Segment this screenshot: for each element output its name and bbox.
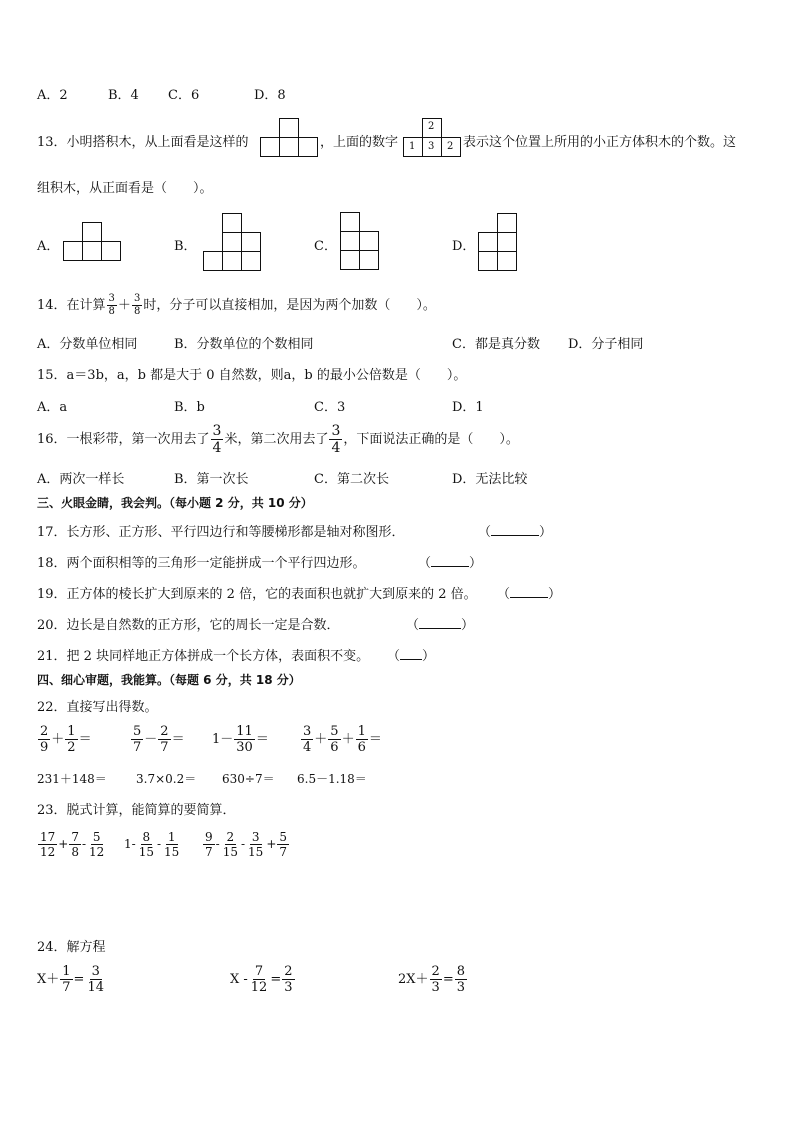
frac: $\frac{7}{12}$ — [250, 964, 268, 995]
q16-question — [37, 422, 519, 458]
q13-option-c: C． — [314, 239, 337, 254]
frac: $\frac{2}{3}$ — [284, 964, 293, 995]
q22-expr-1: $\frac{2}{9}$ ＋ $\frac{1}{2}$ ＝ — [40, 724, 92, 755]
frac: $\frac{2}{7}$ — [160, 724, 169, 755]
q16-fraction-1: $\frac{3}{4}$ — [212, 423, 222, 456]
q24-equation-3: 2X＋ $\frac{2}{3}$ = $\frac{8}{3}$ — [398, 964, 465, 995]
q15-option-b: B．b — [174, 400, 205, 415]
q22-row2-expr-2: 3.7×0.2＝ — [136, 772, 197, 786]
frac: $\frac{1}{15}$ — [164, 830, 180, 859]
frac: $\frac{1}{2}$ — [67, 724, 76, 755]
frac: $\frac{1}{7}$ — [62, 964, 71, 995]
q16-suffix: ，下面说法正确的是（ ）。 — [343, 432, 519, 447]
q14-option-b: B．分数单位的个数相同 — [174, 337, 314, 352]
number-grid-figure — [403, 118, 463, 158]
frac: $\frac{9}{7}$ — [205, 830, 213, 859]
q15-option-c: C．3 — [314, 400, 346, 415]
frac: $\frac{5}{12}$ — [89, 830, 105, 859]
q13-line2: 组积木，从正面看是（ ）。 — [37, 181, 213, 196]
option-c-figure — [340, 212, 381, 272]
q18-answer-blank[interactable]: （ ） — [418, 556, 483, 571]
q17-answer-blank[interactable]: （ ） — [478, 525, 553, 540]
frac: $\frac{1}{6}$ — [357, 724, 366, 755]
frac: $\frac{3}{4}$ — [303, 724, 312, 755]
q14-suffix: 时，分子可以直接相加，是因为两个加数（ ）。 — [143, 298, 436, 313]
frac: $\frac{3}{14}$ — [87, 964, 104, 995]
q24-equation-1: X＋ $\frac{1}{7}$ = $\frac{3}{14}$ — [37, 964, 104, 995]
q23-expr-1: $\frac{17}{12}$ + $\frac{7}{8}$ - $\frac{5}{12}$ — [40, 830, 105, 859]
q16-prefix: 16．一根彩带，第一次用去了 — [37, 432, 210, 447]
q22-row2-expr-3: 630÷7＝ — [222, 772, 275, 786]
q18-statement: 18．两个面积相等的三角形一定能拼成一个平行四边形。 — [37, 556, 366, 571]
frac: $\frac{5}{7}$ — [133, 724, 142, 755]
q22-row2-expr-4: 6.5－1.18＝ — [297, 772, 367, 786]
grid-digit-middle: 3 — [428, 141, 435, 152]
q15-question: 15．a＝3b，a，b 都是大于 0 自然数，则a，b 的最小公倍数是（ ）。 — [37, 368, 467, 383]
q22-expr-3: 1－ $\frac{11}{30}$ ＝ — [212, 724, 269, 755]
q20-answer-blank[interactable]: （ ） — [406, 618, 475, 633]
frac: $\frac{2}{15}$ — [222, 830, 238, 859]
q12-option-c: C．6 — [168, 88, 200, 103]
frac: $\frac{5}{7}$ — [279, 830, 288, 859]
frac: $\frac{2}{3}$ — [431, 964, 440, 995]
q16-option-d: D．无法比较 — [452, 472, 528, 487]
option-d-figure — [478, 213, 519, 273]
q20-statement: 20．边长是自然数的正方形，它的周长一定是合数． — [37, 618, 340, 633]
option-a-figure — [63, 222, 123, 262]
q16-mid: 米，第二次用去了 — [224, 432, 329, 447]
q14-option-c: C．都是真分数 — [452, 337, 540, 352]
q23-expr-3: $\frac{9}{7}$ - $\frac{2}{15}$ - $\frac{3}{15}$ + $\frac{5}{7}$ — [205, 830, 288, 859]
q13-option-d: D． — [452, 239, 476, 254]
q16-option-b: B．第一次长 — [174, 472, 249, 487]
q14-fraction-1: $\frac{3}{8}$ — [108, 293, 115, 317]
q13-suffix: 表示这个位置上所用的小正方体积木的个数。这 — [463, 135, 737, 150]
q14-option-d: D．分子相同 — [568, 337, 644, 352]
frac: $\frac{7}{8}$ — [71, 830, 79, 859]
q13-middle: ，上面的数字 — [320, 135, 399, 150]
q22-title: 22．直接写出得数。 — [37, 700, 158, 715]
q13-option-b: B． — [174, 239, 197, 254]
section-4-heading: 四、细心审题，我能算。（每题 6 分，共 18 分） — [37, 673, 301, 687]
q16-option-a: A．两次一样长 — [37, 472, 125, 487]
frac: $\frac{8}{3}$ — [456, 964, 465, 995]
q14-plus: ＋ — [117, 298, 131, 313]
option-b-figure — [203, 213, 263, 273]
q24-title: 24．解方程 — [37, 940, 106, 955]
q14-question — [37, 294, 436, 317]
frac: $\frac{11}{30}$ — [236, 724, 253, 755]
grid-digit-left: 1 — [409, 141, 416, 152]
q22-expr-2: $\frac{5}{7}$ － $\frac{2}{7}$ ＝ — [133, 724, 185, 755]
q12-option-a: A．2 — [37, 88, 68, 103]
q14-prefix: 14．在计算 — [37, 298, 106, 313]
section-3-heading: 三、火眼金睛，我会判。（每小题 2 分，共 10 分） — [37, 496, 313, 510]
top-view-figure — [260, 118, 320, 158]
q15-option-d: D．1 — [452, 400, 484, 415]
q19-answer-blank[interactable]: （ ） — [497, 587, 562, 602]
q12-option-d: D．8 — [254, 88, 286, 103]
q22-row2-expr-1: 231＋148＝ — [37, 772, 107, 786]
frac: $\frac{17}{12}$ — [40, 830, 56, 859]
q16-option-c: C．第二次长 — [314, 472, 389, 487]
q23-expr-2: 1- $\frac{8}{15}$ - $\frac{1}{15}$ — [124, 830, 180, 859]
q13-option-a: A． — [37, 239, 60, 254]
q14-option-a: A．分数单位相同 — [37, 337, 138, 352]
frac: $\frac{2}{9}$ — [40, 724, 49, 755]
frac: $\frac{3}{15}$ — [248, 830, 264, 859]
q14-fraction-2: $\frac{3}{8}$ — [133, 293, 141, 317]
grid-digit-top: 2 — [428, 121, 435, 132]
q21-statement: 21．把 2 块同样地正方体拼成一个长方体，表面积不变。 — [37, 649, 370, 664]
q22-expr-4: $\frac{3}{4}$ ＋ $\frac{5}{6}$ ＋ $\frac{1}{6}$ ＝ — [303, 724, 382, 755]
q15-option-a: A．a — [37, 400, 68, 415]
grid-digit-right: 2 — [447, 141, 454, 152]
q24-equation-2: X - $\frac{7}{12}$ = $\frac{2}{3}$ — [230, 964, 293, 995]
q13-prefix: 13．小明搭积木，从上面看是这样的 — [37, 135, 249, 150]
q23-title: 23．脱式计算，能简算的要简算． — [37, 803, 236, 818]
q17-statement: 17．长方形、正方形、平行四边行和等腰梯形都是轴对称图形． — [37, 525, 405, 540]
q16-fraction-2: $\frac{3}{4}$ — [331, 423, 341, 456]
frac: $\frac{8}{15}$ — [138, 830, 154, 859]
q21-answer-blank[interactable]: （ ） — [387, 649, 436, 664]
frac: $\frac{5}{6}$ — [330, 724, 339, 755]
q12-option-b: B．4 — [108, 88, 139, 103]
q19-statement: 19．正方体的棱长扩大到原来的 2 倍，它的表面积也就扩大到原来的 2 倍。 — [37, 587, 477, 602]
